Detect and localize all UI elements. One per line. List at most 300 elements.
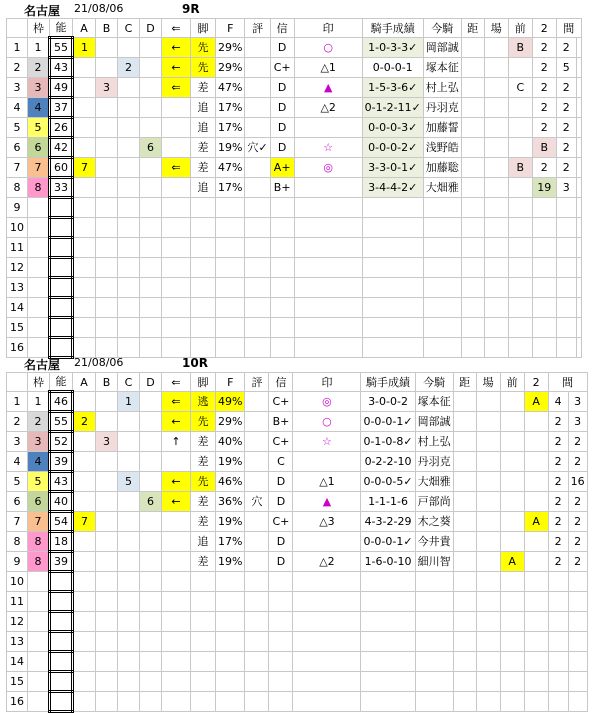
empty-cell — [524, 692, 548, 712]
prev-cell — [500, 472, 524, 492]
empty-cell — [245, 278, 270, 298]
empty-cell — [484, 238, 508, 258]
ability-cell: 54 — [50, 512, 73, 532]
empty-cell — [162, 692, 191, 712]
waku-cell: 3 — [28, 432, 50, 452]
table-row — [7, 612, 588, 632]
f-cell: 29% — [216, 58, 245, 78]
empty-cell — [576, 278, 581, 298]
distance-cell — [453, 552, 476, 572]
empty-cell — [50, 652, 73, 672]
empty-cell — [461, 238, 484, 258]
empty-cell — [453, 672, 476, 692]
empty-cell — [556, 218, 576, 238]
interval-cell — [576, 118, 581, 138]
empty-cell — [118, 278, 140, 298]
race-number: 10R — [182, 356, 208, 370]
empty-cell — [245, 652, 269, 672]
empty-cell — [548, 632, 568, 652]
empty-cell — [50, 572, 73, 592]
empty-cell — [73, 218, 96, 238]
rating-cell — [245, 472, 269, 492]
jockey-cell: 丹羽克 — [415, 452, 453, 472]
waku-cell: 1 — [28, 392, 50, 412]
empty-cell — [576, 198, 581, 218]
trust-cell: D — [269, 472, 293, 492]
f-cell: 47% — [216, 158, 245, 178]
f-cell: 17% — [216, 98, 245, 118]
empty-cell — [73, 572, 96, 592]
waku-cell: 4 — [28, 452, 50, 472]
track-cell — [484, 78, 508, 98]
waku-cell: 4 — [28, 98, 50, 118]
b-cell — [96, 158, 118, 178]
mark-cell — [293, 532, 361, 552]
interval-cell — [576, 98, 581, 118]
empty-cell — [118, 298, 140, 318]
empty-cell — [524, 652, 548, 672]
row-number: 10 — [7, 572, 28, 592]
empty-cell — [508, 198, 532, 218]
empty-cell — [548, 612, 568, 632]
empty-cell — [162, 632, 191, 652]
prev-cell — [508, 118, 532, 138]
empty-cell — [270, 258, 294, 278]
column-header: 評 — [245, 19, 270, 38]
empty-cell — [96, 652, 118, 672]
empty-cell — [294, 258, 362, 278]
empty-cell — [269, 572, 293, 592]
prev-cell — [508, 178, 532, 198]
table-row — [7, 198, 582, 218]
empty-cell — [191, 572, 216, 592]
empty-cell — [216, 592, 245, 612]
empty-cell — [162, 592, 191, 612]
row-number: 5 — [7, 472, 28, 492]
empty-cell — [461, 198, 484, 218]
waku-cell: 1 — [28, 38, 50, 58]
second-cell — [524, 472, 548, 492]
trust-cell: C+ — [269, 432, 293, 452]
row-number: 1 — [7, 392, 28, 412]
mark-cell: ○ — [293, 412, 361, 432]
empty-cell — [96, 258, 118, 278]
empty-cell — [423, 258, 461, 278]
jockey-cell: 今井貴 — [415, 532, 453, 552]
interval-cell: 2 — [556, 158, 576, 178]
arrow-cell: ← — [162, 492, 191, 512]
waku-cell: 3 — [28, 78, 50, 98]
c-cell: 5 — [118, 472, 140, 492]
table-row — [7, 58, 582, 78]
track-cell — [476, 532, 500, 552]
empty-cell — [270, 298, 294, 318]
f-cell: 19% — [216, 452, 245, 472]
mark-cell: ▲ — [293, 492, 361, 512]
waku-cell: 2 — [28, 58, 50, 78]
waku-cell: 5 — [28, 472, 50, 492]
empty-cell — [73, 632, 96, 652]
empty-cell — [191, 318, 216, 338]
empty-cell — [162, 218, 191, 238]
a-cell — [73, 78, 96, 98]
empty-cell — [423, 278, 461, 298]
empty-cell — [73, 612, 96, 632]
empty-cell — [50, 238, 73, 258]
race-date: 21/08/06 — [74, 2, 124, 15]
second-cell: 2 — [532, 38, 556, 58]
a-cell — [73, 492, 96, 512]
empty-cell — [548, 672, 568, 692]
empty-cell — [118, 318, 140, 338]
empty-cell — [140, 238, 162, 258]
track-cell — [476, 472, 500, 492]
distance-cell — [461, 138, 484, 158]
ability-cell: 43 — [50, 58, 73, 78]
empty-cell — [362, 298, 423, 318]
trust-cell: C+ — [269, 392, 293, 412]
jockey-cell: 細川智 — [415, 552, 453, 572]
jockey-record-cell: 1-1-1-6 — [361, 492, 415, 512]
waku-cell: 5 — [28, 118, 50, 138]
empty-cell — [476, 692, 500, 712]
venue-label: 名古屋 — [24, 358, 61, 372]
table-row — [7, 692, 588, 712]
empty-cell — [28, 652, 50, 672]
table-row — [7, 672, 588, 692]
empty-cell — [423, 238, 461, 258]
prev-cell — [500, 492, 524, 512]
jockey-record-cell: 0-2-2-10 — [361, 452, 415, 472]
track-cell — [484, 38, 508, 58]
empty-cell — [576, 238, 581, 258]
column-header: 脚 — [191, 19, 216, 38]
interval-cell: 4 — [548, 392, 568, 412]
d-cell — [140, 512, 162, 532]
empty-cell — [28, 692, 50, 712]
table-row — [7, 258, 582, 278]
arrow-cell — [162, 512, 191, 532]
second-cell — [524, 412, 548, 432]
ability-cell: 18 — [50, 532, 73, 552]
style-cell: 差 — [191, 512, 216, 532]
second-cell — [524, 532, 548, 552]
interval-cell: 3 — [556, 178, 576, 198]
column-header: 信 — [269, 373, 293, 392]
column-header: 距 — [453, 373, 476, 392]
interval-cell: 2 — [568, 432, 587, 452]
race-table — [6, 18, 582, 359]
f-cell: 36% — [216, 492, 245, 512]
empty-cell — [508, 298, 532, 318]
empty-cell — [508, 318, 532, 338]
empty-cell — [415, 572, 453, 592]
interval-cell: 2 — [548, 492, 568, 512]
distance-cell — [461, 38, 484, 58]
empty-cell — [532, 218, 556, 238]
empty-cell — [73, 258, 96, 278]
second-cell: 2 — [532, 98, 556, 118]
empty-cell — [73, 592, 96, 612]
interval-cell: 5 — [556, 58, 576, 78]
track-cell — [476, 432, 500, 452]
jockey-record-cell: 0-0-0-2✓ — [362, 138, 423, 158]
empty-cell — [500, 632, 524, 652]
arrow-cell: ⇐ — [162, 392, 191, 412]
c-cell — [118, 552, 140, 572]
empty-cell — [191, 612, 216, 632]
track-cell — [484, 158, 508, 178]
track-cell — [476, 452, 500, 472]
empty-cell — [28, 298, 50, 318]
empty-cell — [576, 218, 581, 238]
column-header: 前 — [508, 19, 532, 38]
empty-cell — [96, 592, 118, 612]
c-cell — [118, 512, 140, 532]
empty-cell — [576, 258, 581, 278]
empty-cell — [415, 692, 453, 712]
empty-cell — [245, 592, 269, 612]
row-number: 13 — [7, 632, 28, 652]
rating-cell — [245, 78, 270, 98]
b-cell — [96, 512, 118, 532]
c-cell — [118, 532, 140, 552]
empty-cell — [269, 652, 293, 672]
empty-cell — [415, 672, 453, 692]
empty-cell — [216, 672, 245, 692]
waku-cell: 2 — [28, 412, 50, 432]
empty-cell — [576, 318, 581, 338]
jockey-cell: 村上弘 — [423, 78, 461, 98]
prev-cell — [500, 392, 524, 412]
column-header: 信 — [270, 19, 294, 38]
empty-cell — [118, 592, 140, 612]
b-cell — [96, 178, 118, 198]
column-header: B — [96, 19, 118, 38]
empty-cell — [50, 692, 73, 712]
empty-cell — [461, 218, 484, 238]
empty-cell — [245, 258, 270, 278]
empty-cell — [423, 318, 461, 338]
table-row — [7, 238, 582, 258]
distance-cell — [453, 532, 476, 552]
empty-cell — [50, 592, 73, 612]
empty-cell — [532, 298, 556, 318]
empty-cell — [216, 632, 245, 652]
empty-cell — [191, 652, 216, 672]
prev-cell — [500, 532, 524, 552]
column-header: 距 — [461, 19, 484, 38]
empty-cell — [453, 572, 476, 592]
empty-cell — [415, 652, 453, 672]
empty-cell — [96, 672, 118, 692]
mark-cell — [294, 118, 362, 138]
empty-cell — [453, 612, 476, 632]
rating-cell: 穴 — [245, 492, 269, 512]
style-cell: 追 — [191, 98, 216, 118]
interval-cell — [576, 138, 581, 158]
empty-cell — [245, 318, 270, 338]
column-header: C — [118, 373, 140, 392]
column-header-row — [7, 19, 582, 38]
b-cell — [96, 552, 118, 572]
f-cell: 19% — [216, 512, 245, 532]
empty-cell — [73, 298, 96, 318]
empty-cell — [293, 632, 361, 652]
empty-cell — [96, 632, 118, 652]
empty-cell — [361, 672, 415, 692]
column-header: 間 — [548, 373, 587, 392]
style-cell: 差 — [191, 138, 216, 158]
empty-cell — [269, 672, 293, 692]
second-cell — [524, 552, 548, 572]
style-cell: 差 — [191, 492, 216, 512]
ability-cell: 60 — [50, 158, 73, 178]
empty-cell — [140, 258, 162, 278]
empty-cell — [216, 652, 245, 672]
table-row — [7, 78, 582, 98]
jockey-cell: 加藤聡 — [423, 158, 461, 178]
c-cell — [118, 492, 140, 512]
second-cell: 19 — [532, 178, 556, 198]
ability-cell: 52 — [50, 432, 73, 452]
empty-cell — [96, 238, 118, 258]
jockey-cell: 丹羽克 — [423, 98, 461, 118]
table-row — [7, 178, 582, 198]
a-cell — [73, 392, 96, 412]
mark-cell: ☆ — [294, 138, 362, 158]
empty-cell — [568, 612, 587, 632]
mark-cell: ☆ — [293, 432, 361, 452]
empty-cell — [162, 298, 191, 318]
empty-cell — [415, 632, 453, 652]
f-cell: 17% — [216, 178, 245, 198]
f-cell: 29% — [216, 38, 245, 58]
jockey-cell: 戸部尚 — [415, 492, 453, 512]
interval-cell: 3 — [568, 392, 587, 412]
jockey-cell: 村上弘 — [415, 432, 453, 452]
c-cell: 1 — [118, 392, 140, 412]
empty-cell — [245, 692, 269, 712]
empty-cell — [140, 278, 162, 298]
distance-cell — [461, 178, 484, 198]
column-header: 能 — [50, 373, 73, 392]
prev-cell: B — [508, 158, 532, 178]
track-cell — [484, 178, 508, 198]
ability-cell: 55 — [50, 38, 73, 58]
waku-cell: 7 — [28, 158, 50, 178]
d-cell — [140, 432, 162, 452]
empty-cell — [453, 692, 476, 712]
column-header: B — [96, 373, 118, 392]
empty-cell — [423, 298, 461, 318]
f-cell: 17% — [216, 532, 245, 552]
empty-cell — [361, 592, 415, 612]
empty-cell — [245, 612, 269, 632]
c-cell — [118, 118, 140, 138]
mark-cell: △1 — [294, 58, 362, 78]
empty-cell — [508, 278, 532, 298]
table-row — [7, 652, 588, 672]
c-cell — [118, 38, 140, 58]
column-header: ⇐ — [162, 373, 191, 392]
second-cell: 2 — [532, 118, 556, 138]
empty-cell — [245, 632, 269, 652]
ability-cell: 37 — [50, 98, 73, 118]
waku-cell: 8 — [28, 552, 50, 572]
empty-cell — [568, 572, 587, 592]
prev-cell — [508, 98, 532, 118]
ability-cell: 55 — [50, 412, 73, 432]
trust-cell: C — [269, 452, 293, 472]
empty-cell — [476, 652, 500, 672]
d-cell — [140, 532, 162, 552]
venue-label: 名古屋 — [24, 4, 61, 18]
column-header: 今騎 — [423, 19, 461, 38]
trust-cell: D — [270, 138, 294, 158]
b-cell — [96, 38, 118, 58]
a-cell: 7 — [73, 158, 96, 178]
empty-cell — [294, 318, 362, 338]
empty-cell — [524, 572, 548, 592]
table-row — [7, 572, 588, 592]
b-cell — [96, 452, 118, 472]
row-number: 11 — [7, 238, 28, 258]
a-cell — [73, 452, 96, 472]
style-cell: 追 — [191, 178, 216, 198]
empty-cell — [73, 652, 96, 672]
prev-cell — [500, 512, 524, 532]
empty-cell — [484, 298, 508, 318]
track-cell — [484, 118, 508, 138]
jockey-record-cell: 1-0-3-3✓ — [362, 38, 423, 58]
arrow-cell: ↑ — [162, 432, 191, 452]
c-cell — [118, 138, 140, 158]
a-cell — [73, 552, 96, 572]
column-header: 能 — [50, 19, 73, 38]
arrow-cell — [162, 178, 191, 198]
table-row — [7, 318, 582, 338]
empty-cell — [568, 592, 587, 612]
track-cell — [476, 512, 500, 532]
row-number: 9 — [7, 198, 28, 218]
track-cell — [484, 138, 508, 158]
a-cell — [73, 178, 96, 198]
column-header: D — [140, 373, 162, 392]
c-cell — [118, 78, 140, 98]
jockey-record-cell: 1-6-0-10 — [361, 552, 415, 572]
empty-cell — [162, 572, 191, 592]
b-cell — [96, 412, 118, 432]
track-cell — [484, 58, 508, 78]
column-header: A — [73, 373, 96, 392]
rating-cell — [245, 512, 269, 532]
interval-cell: 2 — [568, 492, 587, 512]
distance-cell — [453, 452, 476, 472]
empty-cell — [140, 692, 162, 712]
empty-cell — [162, 238, 191, 258]
trust-cell: D — [270, 118, 294, 138]
table-row — [7, 412, 588, 432]
trust-cell: D — [269, 532, 293, 552]
prev-cell — [500, 432, 524, 452]
f-cell: 29% — [216, 412, 245, 432]
a-cell — [73, 138, 96, 158]
trust-cell: D — [269, 552, 293, 572]
empty-cell — [361, 632, 415, 652]
empty-cell — [508, 238, 532, 258]
empty-cell — [532, 238, 556, 258]
